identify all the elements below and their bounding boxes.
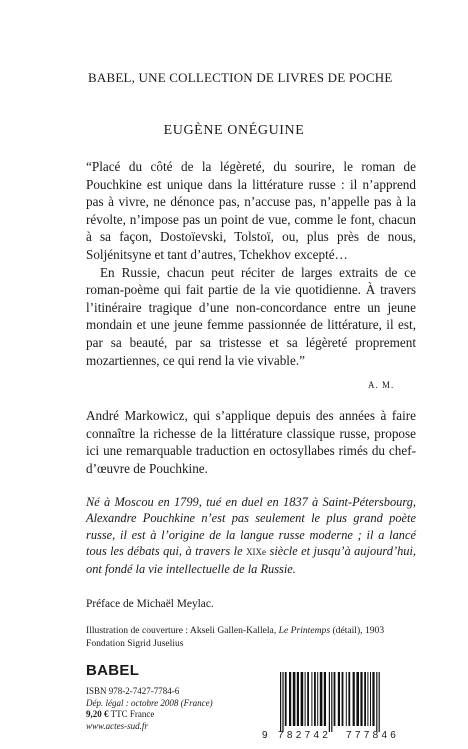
collection-line: BABEL, UNE COLLECTION DE LIVRES DE POCHE [88,70,393,85]
illustration-foundation: Fondation Sigrid Juselius [86,638,184,649]
barcode-bar [346,672,347,726]
price [86,709,256,721]
author-bio-text-2: siècle et jusqu’à aujourd’hui, ont fondé la vie intellectuelle de la Russie. [86,544,416,576]
quote-initials: A. M. [368,380,395,390]
barcode-bar [317,672,318,726]
barcode-bar [324,672,326,726]
quote-paragraph-1: “Placé du côté de la légèreté, du sourire, le roman de Pouchkine est unique dans la littérature russe : il n’apprend pas à vivre, ne dénonce pas, n’accuse pas, n’appelle pas à la révolte, n’impose pas un point de vue, comme le font, chacun à sa façon, Dostoïevski, Tolstoï, ou, plus près de nous, Soljénitsyne et tant d’autres, Tchekhov excepté… [86,159,416,262]
barcode-bar [372,672,374,726]
barcode-bar [356,672,359,726]
barcode-bar [297,672,299,726]
illustration-prefix: Illustration de couverture : Akseli Gallen-Kallela, [86,625,279,636]
barcode-bar [305,672,306,726]
barcode-bar [360,672,362,726]
century-label: XIXe [246,547,267,558]
barcode-bar [285,672,287,726]
barcode-bar [320,672,323,726]
barcode-bar [338,672,340,726]
quote-paragraph-2: En Russie, chacun peut réciter de larges extraits de ce roman-poème qui fait partie de la vie quotidienne. À travers l’itinéraire tragique d’une non-concordance entre un jeune mondain et une jeune femme passionnée de littérature, il est, par sa beauté, par sa tristesse et sa légèreté proprement mozartiennes, ce qui rend la vie vivable.” [86,264,416,368]
book-title: EUGÈNE ONÉGUINE [163,123,305,138]
barcode-digit-first: 9 [262,730,268,741]
illustration-credit [86,624,426,650]
barcode-bar [311,672,312,726]
barcode-bar [329,672,330,732]
barcode-bar [376,672,377,732]
barcode-bars [272,672,422,732]
publisher-logo: BABEL [86,662,140,679]
barcode-bar [353,672,355,726]
barcode-bar [314,672,316,726]
barcode-bar [293,672,296,726]
barcode-bar [342,672,344,726]
barcode-bar [348,672,350,726]
barcode-digits-group-1: 782742 [278,730,332,741]
barcode-bar [282,672,283,732]
isbn-block [86,686,256,732]
barcode-bar [364,672,366,726]
barcode-bar [331,672,332,732]
isbn: ISBN 978-2-7427-7784-6 [86,686,180,696]
barcode-bar [370,672,371,726]
barcode-bar [301,672,304,726]
price-value: 9,20 € [86,709,109,720]
barcode [272,672,422,732]
illustration-work: Le Printemps [278,625,331,636]
price-suffix: TTC France [108,709,155,720]
illustration-line [86,624,426,637]
translator-bio: André Markowicz, qui s’applique depuis des années à faire connaître la richesse de la littérature classique russe, propose ici une remarquable traduction en octosyllabes rimés du chef-d’œuvre de Pouchkine. [86,408,416,476]
barcode-bar [367,672,368,726]
barcode-bar [289,672,291,726]
author-bio-text-1: Né à Moscou en 1799, tué en duel en 1837 à Saint-Pétersbourg, Alexandre Pouchkine n’est pas seulement le plus grand poète russe, il est à l’origine de la langue russe moderne ; il a lancé tous les débats qui, à travers le [86,495,416,559]
legal-deposit: Dép. légal : octobre 2008 (France) [86,697,213,708]
barcode-bar [334,672,336,726]
barcode-bar [379,672,380,732]
illustration-suffix: (détail), 1903 [330,625,385,636]
website: www.actes-sud.fr [86,720,148,731]
preface-credit: Préface de Michaël Meylac. [86,598,214,610]
barcode-bar [280,672,281,732]
barcode-bar [307,672,309,726]
author-bio [86,494,416,577]
barcode-digits-group-2: 777846 [346,730,400,741]
quote-block [86,158,416,369]
